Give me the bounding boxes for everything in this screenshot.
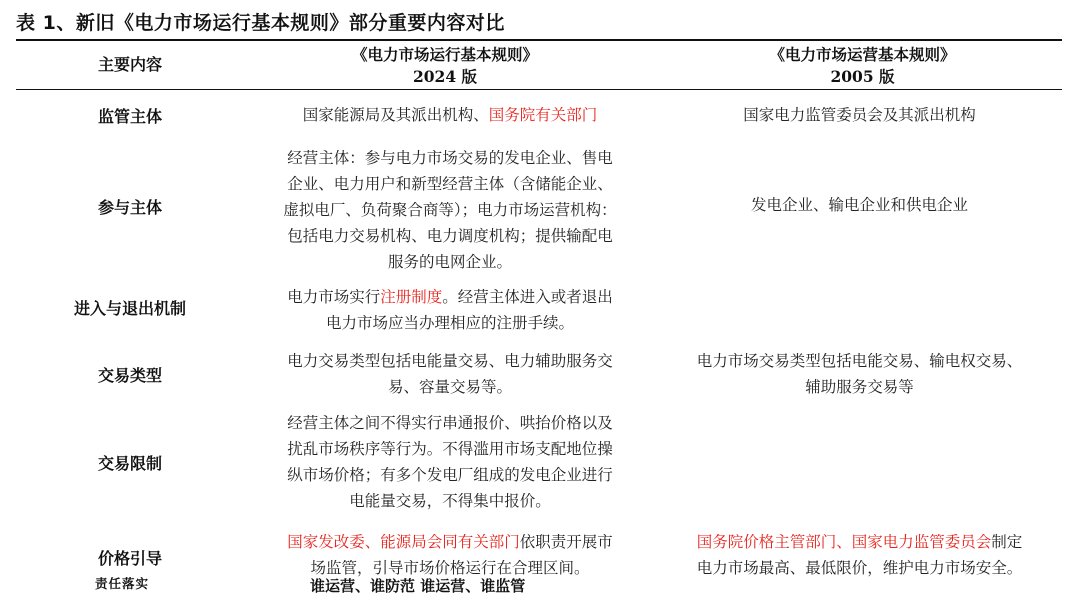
cell-2024-trade-types (250, 348, 650, 400)
cell-line: 电力市场最高、最低限价，维护电力市场安全。 (696, 559, 1023, 577)
header-2024 (230, 44, 660, 88)
header-2005 (665, 44, 1060, 88)
cell-line: 电能量交易，不得集中报价。 (349, 492, 551, 510)
row-label-participants: 参与主体 (97, 198, 162, 217)
row-label-trade-limits: 交易限制 (97, 454, 162, 473)
cell-line: 包括电力交易机构、电力调度机构；提供输配电 (287, 227, 613, 245)
row-label-supervisor: 监管主体 (97, 107, 162, 126)
cell-2024-price-guidance (250, 529, 650, 581)
highlight-text: 注册制度 (380, 288, 443, 306)
table-title: 表 1、新旧《电力市场运行基本规则》部分重要内容对比 (16, 12, 505, 34)
note-who-operates: 谁运营、谁防范 谁运营、谁监管 (310, 577, 526, 594)
note-responsibility: 责任落实 (95, 576, 150, 591)
cell-line: 场监管，引导市场价格运行在合理区间。 (310, 559, 590, 577)
cell-line: 经营主体之间不得实行串通报价、哄抬价格以及 (287, 414, 613, 432)
cell-line: 电力市场应当办理相应的注册手续。 (325, 314, 574, 332)
header-2024-title: 《电力市场运行基本规则》 (351, 45, 538, 64)
cell-line: 纵市场价格；有多个发电厂组成的发电企业进行 (287, 466, 613, 484)
header-2024-version: 2024 版 (412, 67, 478, 86)
cell-line: 电力市场交易类型包括电能交易、输电权交易、 (696, 352, 1023, 370)
cell-line (250, 529, 650, 555)
cell-text: 国家能源局及其派出机构、 (302, 106, 489, 124)
cell-2024-participants (250, 145, 650, 275)
cell-2005-supervisor: 国家电力监管委员会及其派出机构 (743, 106, 976, 124)
cell-line: 企业、电力用户和新型经营主体（含储能企业、 (287, 175, 613, 193)
cell-line: 易、容量交易等。 (387, 378, 512, 396)
cell-text: 。经营主体进入或者退出 (442, 288, 613, 306)
cell-line: 虚拟电厂、负荷聚合商等）；电力市场运营机构： (283, 201, 617, 219)
cell-2024-supervisor (250, 102, 650, 128)
cell-text: 依职责开展市 (519, 533, 613, 551)
cell-2005-participants: 发电企业、输电企业和供电企业 (750, 196, 968, 214)
row-label-price-guidance: 价格引导 (97, 549, 162, 568)
cell-line (250, 284, 650, 310)
cell-line: 辅助服务交易等 (805, 378, 914, 396)
cell-text: 制定 (991, 533, 1023, 551)
highlight-text: 国家发改委、能源局会同有关部门 (287, 533, 520, 551)
cell-line: 经营主体：参与电力市场交易的发电企业、售电 (287, 149, 613, 167)
highlight-text: 国务院有关部门 (488, 106, 598, 124)
cell-2024-trade-limits (250, 410, 650, 514)
header-2005-title: 《电力市场运营基本规则》 (769, 45, 956, 64)
row-label-entry-exit: 进入与退出机制 (73, 299, 186, 318)
cell-2005-trade-types (662, 348, 1057, 400)
header-2005-version: 2005 版 (830, 67, 895, 86)
cell-line: 服务的电网企业。 (387, 253, 512, 271)
cell-line: 扰乱市场秩序等行为。不得滥用市场支配地位操 (287, 440, 613, 458)
highlight-text: 国务院价格主管部门、国家电力监管委员会 (696, 533, 992, 551)
cell-text: 电力市场实行 (287, 288, 381, 306)
header-label: 主要内容 (97, 55, 162, 74)
cell-2024-entry-exit (250, 284, 650, 336)
table-top-rule (16, 39, 1062, 41)
header-rule (16, 89, 1062, 90)
row-label-trade-types: 交易类型 (97, 366, 162, 385)
cell-line (662, 529, 1057, 555)
cell-line: 电力交易类型包括电能量交易、电力辅助服务交 (287, 352, 613, 370)
cell-2005-price-guidance (662, 529, 1057, 581)
